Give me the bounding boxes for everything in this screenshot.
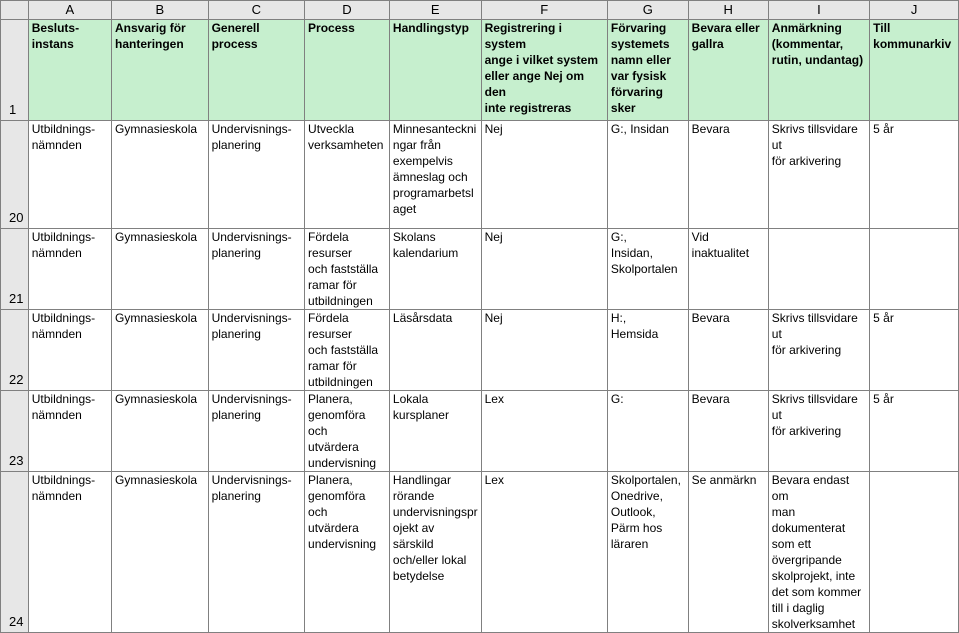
header-cell-anmarkning[interactable]: Anmärkning (kommentar, rutin, undantag) <box>768 20 869 121</box>
cell[interactable]: Nej <box>481 310 607 391</box>
cell[interactable]: Bevara <box>688 121 768 229</box>
cell[interactable]: Utveckla verksamheten <box>305 121 390 229</box>
cell[interactable]: Minnesanteckni ngar från exempelvis ämneslag och programarbetsl aget <box>389 121 481 229</box>
table-row <box>1 472 959 633</box>
cell[interactable]: Undervisnings- planering <box>208 472 304 633</box>
column-header-e[interactable]: E <box>389 1 481 20</box>
header-cell-handlingstyp[interactable]: Handlingstyp <box>389 20 481 121</box>
cell[interactable]: Bevara <box>688 391 768 472</box>
cell[interactable]: Undervisnings- planering <box>208 121 304 229</box>
cell[interactable]: Utbildnings- nämnden <box>28 229 111 310</box>
cell[interactable]: G:, Insidan <box>607 121 688 229</box>
header-cell-generell-process[interactable]: Generell process <box>208 20 304 121</box>
cell[interactable]: Undervisnings- planering <box>208 310 304 391</box>
cell[interactable]: Lex <box>481 472 607 633</box>
cell[interactable]: Gymnasieskola <box>112 472 209 633</box>
cell[interactable]: Gymnasieskola <box>112 391 209 472</box>
cell[interactable]: Utbildnings- nämnden <box>28 310 111 391</box>
header-cell-till-kommunarkiv[interactable]: Till kommunarkiv <box>870 20 959 121</box>
cell[interactable]: Undervisnings- planering <box>208 391 304 472</box>
row-number[interactable]: 21 <box>1 229 29 310</box>
cell[interactable]: Handlingar rörande undervisningspr ojekt av särskild och/eller lokal betydelse <box>389 472 481 633</box>
header-cell-beslutsinstans[interactable]: Besluts- instans <box>28 20 111 121</box>
cell[interactable]: Lokala kursplaner <box>389 391 481 472</box>
column-header-d[interactable]: D <box>305 1 390 20</box>
select-all-corner[interactable] <box>1 1 29 20</box>
cell[interactable]: Skrivs tillsvidare ut för arkivering <box>768 391 869 472</box>
table-row <box>1 310 959 391</box>
header-cell-ansvarig[interactable]: Ansvarig för hanteringen <box>112 20 209 121</box>
cell[interactable]: Bevara endast om man dokumenterat som ett övergripande skolprojekt, inte det som kommer till i daglig skolverksamhet <box>768 472 869 633</box>
column-header-j[interactable]: J <box>870 1 959 20</box>
cell[interactable] <box>768 229 869 310</box>
column-header-row <box>1 1 959 20</box>
cell[interactable]: Planera, genomföra och utvärdera undervisning <box>305 472 390 633</box>
row-number[interactable]: 20 <box>1 121 29 229</box>
cell[interactable]: Undervisnings- planering <box>208 229 304 310</box>
cell[interactable] <box>870 472 959 633</box>
column-header-i[interactable]: I <box>768 1 869 20</box>
cell[interactable]: Utbildnings- nämnden <box>28 391 111 472</box>
cell[interactable]: Bevara <box>688 310 768 391</box>
cell[interactable]: Läsårsdata <box>389 310 481 391</box>
cell[interactable]: 5 år <box>870 310 959 391</box>
cell[interactable]: Fördela resurser och fastställa ramar för utbildningen <box>305 310 390 391</box>
column-header-c[interactable]: C <box>208 1 304 20</box>
cell[interactable]: Nej <box>481 229 607 310</box>
table-row <box>1 229 959 310</box>
column-header-f[interactable]: F <box>481 1 607 20</box>
cell[interactable]: Nej <box>481 121 607 229</box>
cell[interactable]: Gymnasieskola <box>112 229 209 310</box>
column-header-b[interactable]: B <box>112 1 209 20</box>
cell[interactable]: Se anmärkn <box>688 472 768 633</box>
cell[interactable]: G:, Insidan, Skolportalen <box>607 229 688 310</box>
cell[interactable]: Utbildnings- nämnden <box>28 121 111 229</box>
cell[interactable]: 5 år <box>870 121 959 229</box>
header-cell-process[interactable]: Process <box>305 20 390 121</box>
cell[interactable]: Skrivs tillsvidare ut för arkivering <box>768 310 869 391</box>
table-row <box>1 121 959 229</box>
row-number[interactable]: 24 <box>1 472 29 633</box>
table-row <box>1 391 959 472</box>
header-cell-bevara-gallra[interactable]: Bevara eller gallra <box>688 20 768 121</box>
cell[interactable] <box>870 229 959 310</box>
column-header-g[interactable]: G <box>607 1 688 20</box>
cell[interactable]: Fördela resurser och fastställa ramar för utbildningen <box>305 229 390 310</box>
cell[interactable]: 5 år <box>870 391 959 472</box>
cell[interactable]: H:, Hemsida <box>607 310 688 391</box>
row-number[interactable]: 23 <box>1 391 29 472</box>
row-number[interactable]: 22 <box>1 310 29 391</box>
cell[interactable]: Gymnasieskola <box>112 121 209 229</box>
cell[interactable]: Skolans kalendarium <box>389 229 481 310</box>
cell[interactable]: Lex <box>481 391 607 472</box>
cell[interactable]: Skolportalen, Onedrive, Outlook, Pärm hos läraren <box>607 472 688 633</box>
table-header-row <box>1 20 959 121</box>
cell[interactable]: Gymnasieskola <box>112 310 209 391</box>
cell[interactable]: Planera, genomföra och utvärdera undervisning <box>305 391 390 472</box>
column-header-h[interactable]: H <box>688 1 768 20</box>
column-header-a[interactable]: A <box>28 1 111 20</box>
header-cell-forvaring[interactable]: Förvaring systemets namn eller var fysisk förvaring sker <box>607 20 688 121</box>
row-number[interactable]: 1 <box>1 20 29 121</box>
cell[interactable]: Skrivs tillsvidare ut för arkivering <box>768 121 869 229</box>
header-cell-registrering[interactable]: Registrering i system ange i vilket system eller ange Nej om den inte registreras <box>481 20 607 121</box>
cell[interactable]: Vid inaktualitet <box>688 229 768 310</box>
cell[interactable]: G: <box>607 391 688 472</box>
cell[interactable]: Utbildnings- nämnden <box>28 472 111 633</box>
